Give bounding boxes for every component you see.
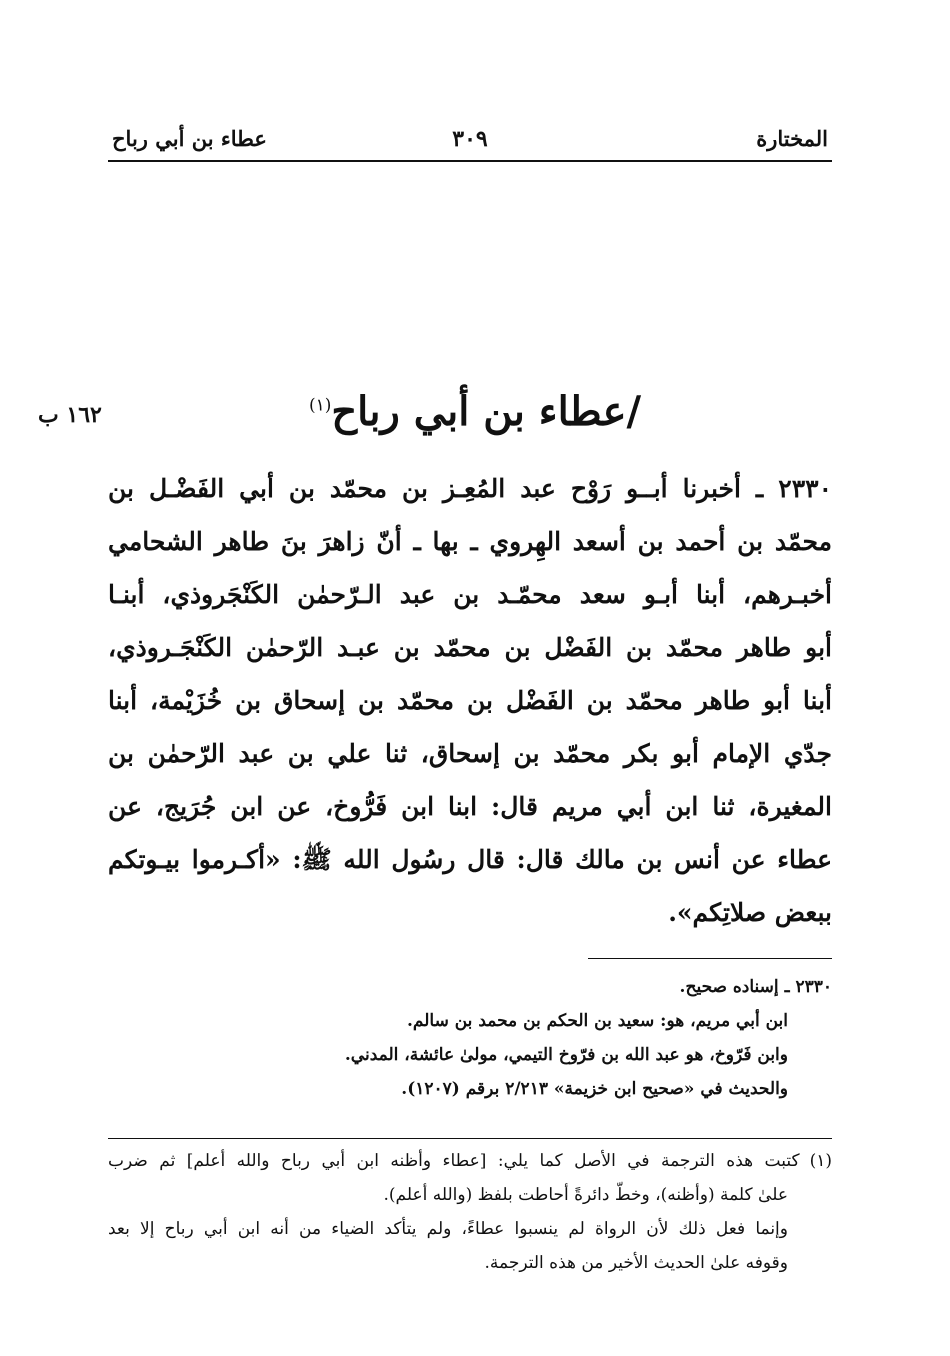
commentary-line: وابن فَرّوخ، هو عبد الله بن فرّوخ التيمي، مولىٰ عائشة، المدني. xyxy=(344,1045,788,1065)
footnote-reference: (١) xyxy=(308,395,332,416)
commentary-line: ابن أبي مريم، هو: سعيد بن الحكم بن محمد بن سالم. xyxy=(406,1011,788,1031)
hadith-line: أبو طاهر محمّد بن الفَضْل بن محمّد بن عبـد الرّحمٰن الكَنْجَـروذي، xyxy=(108,633,832,662)
hadith-line: المغيرة، ثنا ابن أبي مريم قال: ابنا ابن فَرُّوخ، عن ابن جُرَيج، عن xyxy=(108,792,832,821)
commentary-divider xyxy=(588,958,832,959)
section-title xyxy=(200,388,750,435)
footnote-line: علىٰ كلمة (وأظنه)، وخطّ دائرةً أحاطت بلفظ (والله أعلم). xyxy=(383,1185,788,1205)
hadith-line: أبنا أبو طاهر محمّد بن الفَضْل بن محمّد بن إسحاق بن خُزَيْمة، أبنا xyxy=(108,686,832,715)
commentary-line: والحديث في «صحيح ابن خزيمة» ٢/٢١٣ برقم (١٢٠٧). xyxy=(401,1079,788,1099)
footnote-line: وقوفه علىٰ الحديث الأخير من هذه الترجمة. xyxy=(484,1253,788,1273)
hadith-line: محمّد بن أحمد بن أسعد الهِروي ـ بها ـ أنّ زاهرَ بنَ طاهر الشحامي xyxy=(108,527,832,556)
hadith-line: ببعض صلاتِكم». xyxy=(668,898,832,927)
footnote-divider xyxy=(108,1138,832,1139)
commentary-heading: ٢٣٣٠ ـ إسناده صحيح. xyxy=(679,977,832,997)
hadith-text xyxy=(108,462,832,939)
header-chapter-title: عطاء بن أبي رباح xyxy=(112,126,267,151)
header-book-title: المختارة xyxy=(756,126,828,151)
footnote-text: كتبت هذه الترجمة في الأصل كما يلي: [عطاء وأظنه ابن أبي رباح والله أعلم] ثم ضرب xyxy=(108,1151,800,1171)
footnote-marker: (١) xyxy=(809,1151,832,1171)
header-divider xyxy=(108,160,832,162)
page-number: ٣٠٩ xyxy=(452,126,488,152)
footnotes-block xyxy=(108,1144,832,1280)
manuscript-folio-note: ١٦٢ ب xyxy=(38,402,102,428)
running-header xyxy=(108,118,832,160)
hadith-line: عطاء عن أنس بن مالك قال: قال رسُول الله ﷺ: «أكـرموا بيـوتكم xyxy=(108,845,832,874)
hadith-line: ٢٣٣٠ ـ أخبرنا أبــو رَوْح عبد المُعِـز بن محمّد بن أبي الفَضْـل بن xyxy=(108,474,832,503)
section-title-text: /عطاء بن أبي رباح xyxy=(331,388,642,435)
hadith-line: أخبـرهم، أبنا أبـو سعد محمّـد بن عبد الـرّحمٰن الكَنْجَروذي، أبنـا xyxy=(108,580,832,609)
footnote-line xyxy=(108,1144,832,1178)
hadith-line: جدّي الإمام أبو بكر محمّد بن إسحاق، ثنا علي بن عبد الرّحمٰن بن xyxy=(108,739,832,768)
commentary-block xyxy=(200,970,832,1106)
footnote-line: وإنما فعل ذلك لأن الرواة لم ينسبوا عطاءً، ولم يتأكد الضياء من أنه ابن أبي رباح إلا بعد xyxy=(108,1219,788,1239)
